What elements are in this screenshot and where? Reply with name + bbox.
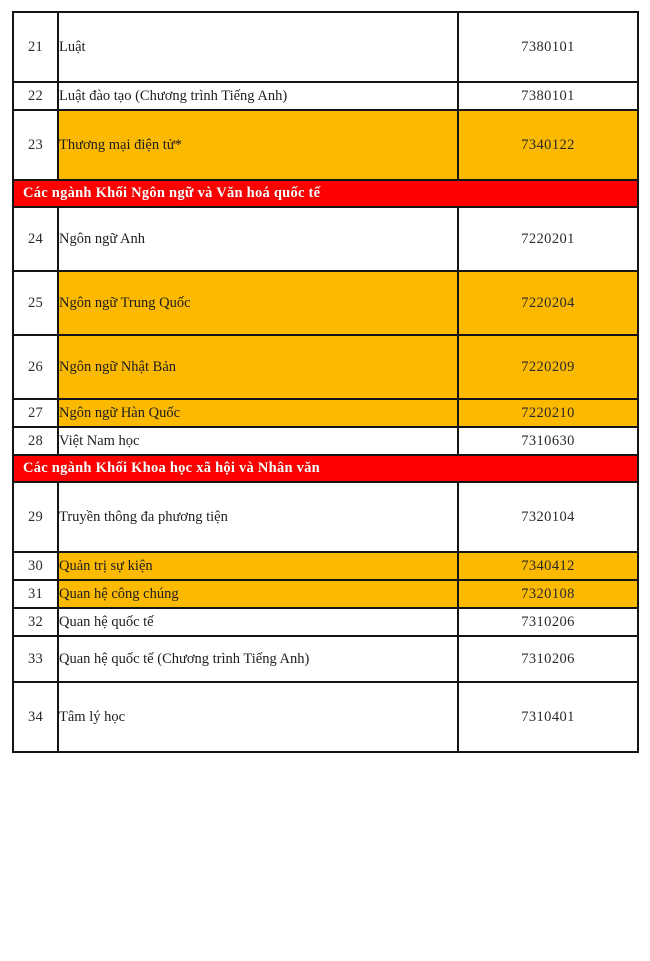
table-row bbox=[13, 636, 638, 682]
table-row bbox=[13, 552, 638, 580]
row-number-cell: 29 bbox=[13, 482, 58, 552]
table-body bbox=[13, 12, 638, 752]
table-row bbox=[13, 427, 638, 455]
program-name-cell: Luật đào tạo (Chương trình Tiếng Anh) bbox=[58, 82, 458, 110]
table-row bbox=[13, 482, 638, 552]
program-code-cell: 7320108 bbox=[458, 580, 638, 608]
row-number-cell: 30 bbox=[13, 552, 58, 580]
row-number-cell: 32 bbox=[13, 608, 58, 636]
program-code-cell: 7310401 bbox=[458, 682, 638, 752]
section-title: Các ngành Khối Khoa học xã hội và Nhân văn bbox=[23, 460, 320, 476]
program-code-cell: 7340412 bbox=[458, 552, 638, 580]
program-name-cell: Tâm lý học bbox=[58, 682, 458, 752]
program-name-cell: Truyền thông đa phương tiện bbox=[58, 482, 458, 552]
program-name-cell: Thương mại điện tử* bbox=[58, 110, 458, 180]
program-code-cell: 7220209 bbox=[458, 335, 638, 399]
table-row bbox=[13, 12, 638, 82]
program-name-cell: Quản trị sự kiện bbox=[58, 552, 458, 580]
row-number-cell: 27 bbox=[13, 399, 58, 427]
table-row bbox=[13, 110, 638, 180]
program-code-cell: 7310630 bbox=[458, 427, 638, 455]
program-code-cell: 7220210 bbox=[458, 399, 638, 427]
section-header-row bbox=[13, 455, 638, 482]
program-code-cell: 7220201 bbox=[458, 207, 638, 271]
section-band bbox=[13, 180, 638, 207]
table-row bbox=[13, 335, 638, 399]
program-code-cell: 7220204 bbox=[458, 271, 638, 335]
program-name-cell: Ngôn ngữ Hàn Quốc bbox=[58, 399, 458, 427]
program-name-cell: Ngôn ngữ Nhật Bản bbox=[58, 335, 458, 399]
program-code-cell: 7380101 bbox=[458, 12, 638, 82]
program-list-table bbox=[12, 11, 639, 753]
row-number-cell: 31 bbox=[13, 580, 58, 608]
program-code-cell: 7310206 bbox=[458, 608, 638, 636]
program-name-cell: Quan hệ quốc tế (Chương trình Tiếng Anh) bbox=[58, 636, 458, 682]
row-number-cell: 34 bbox=[13, 682, 58, 752]
table-row bbox=[13, 82, 638, 110]
table-row bbox=[13, 608, 638, 636]
table-row bbox=[13, 271, 638, 335]
table-row bbox=[13, 399, 638, 427]
program-name-cell: Quan hệ quốc tế bbox=[58, 608, 458, 636]
row-number-cell: 24 bbox=[13, 207, 58, 271]
row-number-cell: 25 bbox=[13, 271, 58, 335]
program-name-cell: Việt Nam học bbox=[58, 427, 458, 455]
row-number-cell: 28 bbox=[13, 427, 58, 455]
program-code-cell: 7310206 bbox=[458, 636, 638, 682]
row-number-cell: 21 bbox=[13, 12, 58, 82]
program-code-cell: 7340122 bbox=[458, 110, 638, 180]
table-row bbox=[13, 580, 638, 608]
program-name-cell: Ngôn ngữ Trung Quốc bbox=[58, 271, 458, 335]
program-code-cell: 7320104 bbox=[458, 482, 638, 552]
program-name-cell: Luật bbox=[58, 12, 458, 82]
program-code-cell: 7380101 bbox=[458, 82, 638, 110]
section-header-row bbox=[13, 180, 638, 207]
table-row bbox=[13, 207, 638, 271]
section-title: Các ngành Khối Ngôn ngữ và Văn hoá quốc tế bbox=[23, 185, 321, 201]
table-row bbox=[13, 682, 638, 752]
row-number-cell: 22 bbox=[13, 82, 58, 110]
program-name-cell: Ngôn ngữ Anh bbox=[58, 207, 458, 271]
row-number-cell: 33 bbox=[13, 636, 58, 682]
row-number-cell: 23 bbox=[13, 110, 58, 180]
program-name-cell: Quan hệ công chúng bbox=[58, 580, 458, 608]
section-band bbox=[13, 455, 638, 482]
row-number-cell: 26 bbox=[13, 335, 58, 399]
